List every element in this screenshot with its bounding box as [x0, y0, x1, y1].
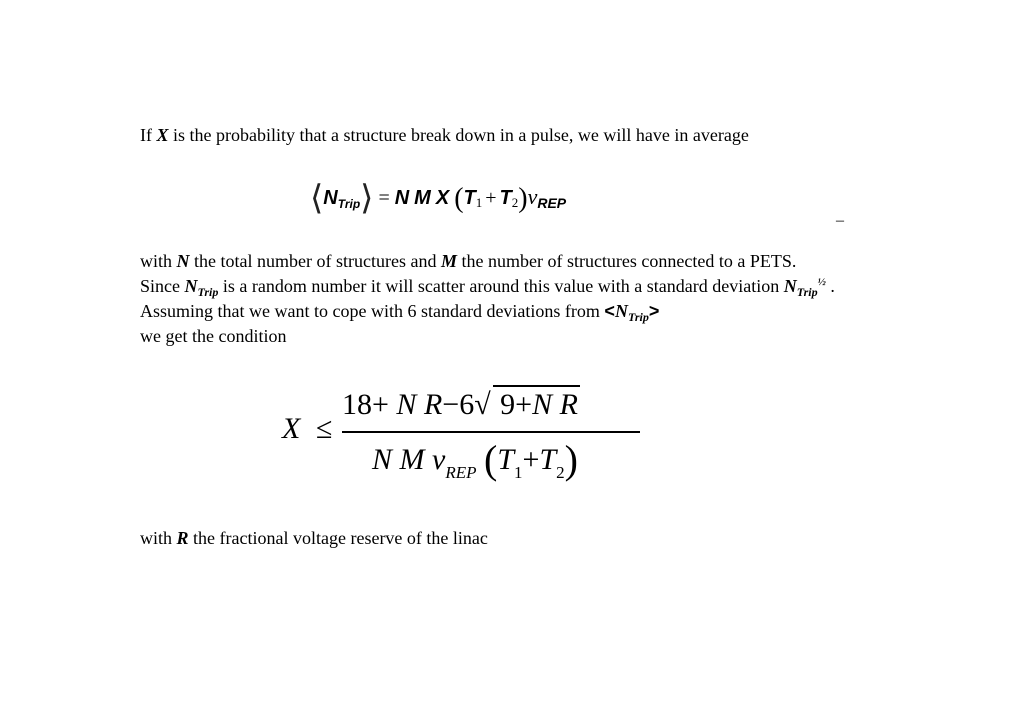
variable-r: R [176, 528, 189, 548]
text: M [399, 443, 425, 476]
text: − [442, 388, 460, 421]
variable-n-trip-mean: N [614, 301, 628, 321]
text: Since [140, 276, 185, 296]
paragraph-line-2 [140, 275, 835, 297]
eq1-sub-1: 1 [475, 195, 483, 210]
eq1-t1: T [463, 187, 476, 209]
eq2-denominator [372, 436, 578, 483]
text: Assuming that we want to cope with 6 standard deviations from [140, 301, 605, 321]
eq1-nu: ν [527, 184, 538, 209]
paragraph-line-4: we get the condition [140, 326, 287, 346]
text: + [522, 443, 540, 476]
variable-n-trip-sqrt: N [783, 276, 797, 296]
sqrt-sign: √ [474, 388, 491, 421]
stray-dash: – [836, 212, 844, 229]
variable-n-trip: N [184, 276, 198, 296]
eq1-n: N [394, 187, 410, 209]
paragraph-line-1 [140, 250, 796, 272]
paragraph-line-3 [140, 300, 659, 322]
less-than: < [604, 301, 615, 321]
text: T [497, 443, 515, 476]
eq1-right-paren: ) [518, 183, 528, 214]
left-angle-bracket: ⟨ [310, 178, 324, 218]
variable-n: N [176, 251, 190, 271]
text: 18 [342, 388, 372, 421]
text: + [515, 388, 533, 421]
right-angle-bracket: ⟩ [360, 178, 374, 218]
eq1-n-trip: N [323, 187, 338, 209]
text: R [423, 388, 443, 421]
intro-suffix: is the probability that a structure break down in a pulse, we will have in average [168, 125, 749, 145]
text: ( [484, 437, 498, 482]
text: with [140, 528, 177, 548]
eq1-m: M [414, 187, 431, 209]
text: R [559, 388, 578, 421]
text: T [539, 443, 557, 476]
subscript: Trip [796, 285, 818, 299]
text: the number of structures connected to a PETS. [456, 251, 797, 271]
subscript: REP [445, 463, 477, 482]
variable-x: X [156, 125, 169, 145]
eq2-x: X [282, 412, 301, 445]
eq1-equals: = [378, 187, 390, 209]
text: is a random number it will scatter around this value with a standard deviation [218, 276, 784, 296]
eq1-trip-subscript: Trip [337, 197, 361, 211]
subscript: 1 [514, 463, 523, 482]
text: ν [432, 443, 446, 476]
eq1-x: X [435, 187, 450, 209]
greater-than: > [648, 301, 660, 321]
fraction-bar [342, 431, 640, 433]
text: the total number of structures and [189, 251, 441, 271]
intro-line [140, 124, 749, 146]
variable-m: M [440, 251, 457, 271]
equation-average-trips [310, 178, 566, 218]
text: the fractional voltage reserve of the linac [188, 528, 488, 548]
subscript: Trip [197, 285, 219, 299]
half-superscript: ½ [817, 276, 826, 288]
eq1-left-paren: ( [454, 183, 464, 214]
text: 6 [459, 388, 475, 421]
eq1-sub-2: 2 [511, 195, 519, 210]
eq2-numerator [342, 388, 578, 422]
closing-line [140, 527, 488, 549]
text: ) [564, 437, 578, 482]
subscript: Trip [627, 310, 649, 324]
eq1-plus: + [485, 187, 497, 209]
eq2-leq: ≤ [316, 412, 333, 445]
text: with [140, 251, 177, 271]
text: N [396, 388, 417, 421]
eq1-t2: T [499, 187, 512, 209]
text: N [532, 388, 553, 421]
sqrt-radicand [491, 388, 578, 422]
eq1-rep-subscript: REP [537, 195, 567, 211]
text: + [372, 388, 389, 421]
subscript: 2 [556, 463, 565, 482]
text: N [372, 443, 393, 476]
intro-prefix: If [140, 125, 157, 145]
text: . [825, 276, 835, 296]
text: 9 [500, 388, 516, 421]
